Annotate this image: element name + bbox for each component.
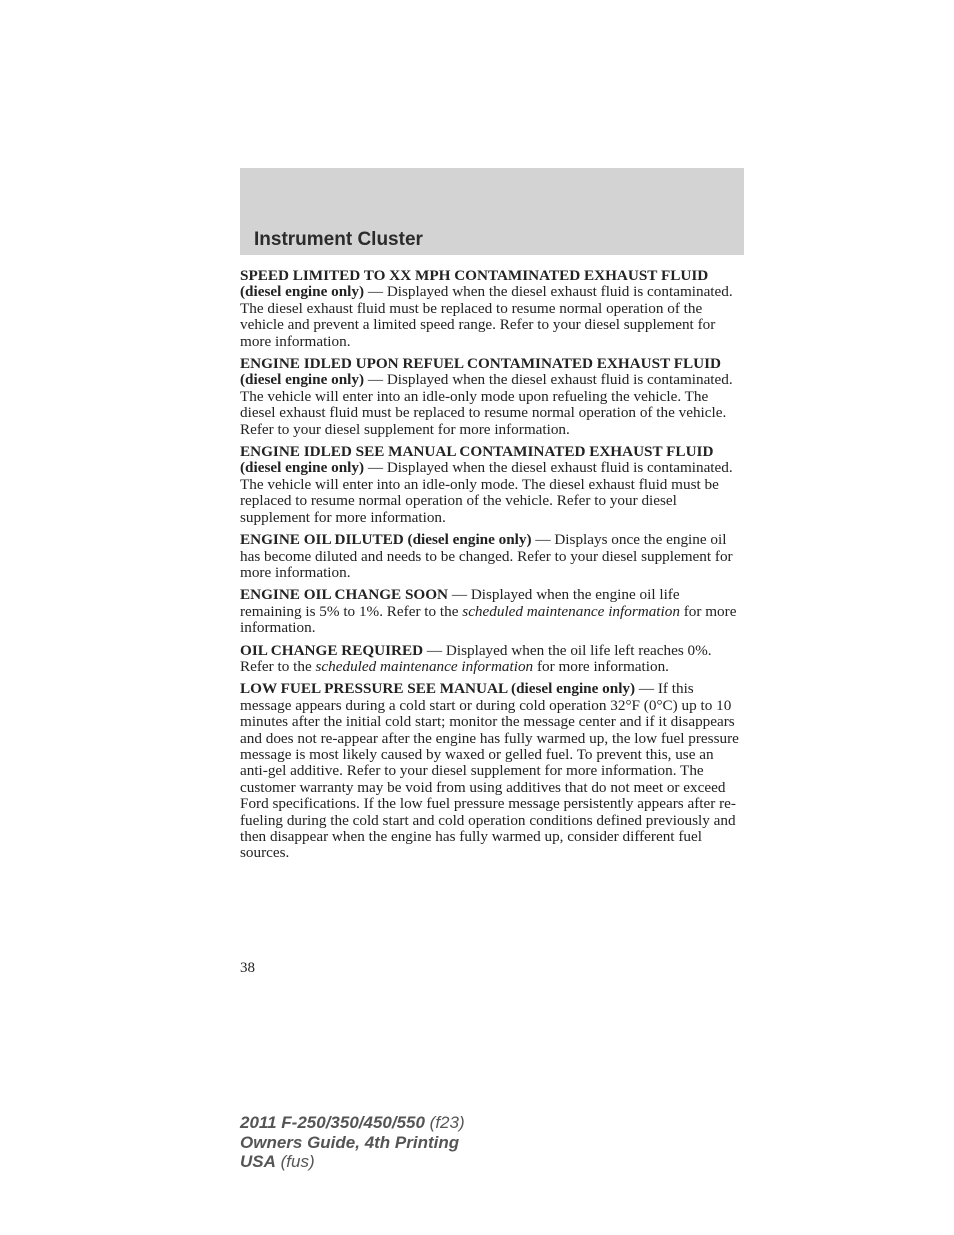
page-number: 38 (240, 960, 255, 976)
footer-info (240, 1113, 465, 1172)
message-entry-oil-change-soon (240, 587, 744, 636)
message-description: — Displayed when the engine oil life remaining is 5% to 1%. Refer to the (240, 586, 680, 620)
message-description: — Displayed when the oil life left reaches 0%. Refer to the (240, 641, 712, 675)
footer-line-guide (240, 1133, 465, 1153)
message-description: — If this message appears during a cold start or during cold operation 32°F (0°C) up to 10 minutes after the initial cold start; monitor the message center and if it disappears and does not re-appear after the engine has fully warmed up, the low fuel pressure message is most likely caused by waxed or gelled fuel. To prevent this, use an anti-gel additive. Refer to your diesel supplement for more information. The customer warranty may be void from using additives that do not meet or exceed Ford specifications. If the low fuel pressure message persistently appears after re-fueling during the cold start and cold operation conditions defined previously and then disappear when the engine has fully warmed up, consider different fuel sources. (240, 680, 739, 862)
message-entry-low-fuel-pressure (240, 681, 744, 861)
message-entry-oil-diluted (240, 532, 744, 581)
message-entry-engine-idled-manual (240, 444, 744, 526)
message-description: — Displayed when the diesel exhaust fluid is contaminated. The vehicle will enter into an idle-only mode. The diesel exhaust fluid must be replaced to resume normal operation of the vehicle. Refer to your diesel supplement for more information. (240, 459, 733, 526)
footer-line-region (240, 1152, 465, 1172)
message-reference: scheduled maintenance information (315, 657, 534, 675)
message-term: OIL CHANGE REQUIRED (240, 641, 424, 659)
message-description: — Displayed when the diesel exhaust fluid is contaminated. The vehicle will enter into an idle-only mode upon refueling the vehicle. The diesel exhaust fluid must be replaced to resume normal operation of the vehicle. Refer to your diesel supplement for more information. (240, 371, 733, 438)
footer-model-code: (f23) (424, 1113, 465, 1132)
message-entry-engine-idled-refuel (240, 356, 744, 438)
footer-line-model (240, 1113, 465, 1133)
footer-region-code: (fus) (275, 1152, 315, 1171)
message-term: ENGINE OIL DILUTED (diesel engine only) (240, 531, 532, 549)
message-description-end: for more information. (240, 602, 737, 637)
message-term: SPEED LIMITED TO XX MPH CONTAMINATED EXHAUST FLUID (diesel engine only) (240, 267, 709, 301)
message-description-end: for more information. (533, 657, 669, 675)
message-description: — Displays once the engine oil has become diluted and needs to be changed. Refer to your diesel supplement for more information. (240, 531, 733, 581)
message-reference: scheduled maintenance information (462, 602, 680, 620)
message-list (240, 268, 744, 868)
section-title: Instrument Cluster (254, 229, 423, 250)
footer-guide: Owners Guide, 4th Printing (240, 1132, 460, 1152)
message-entry-speed-limited (240, 268, 744, 350)
message-term: ENGINE IDLED SEE MANUAL CONTAMINATED EXHAUST FLUID (diesel engine only) (240, 443, 714, 477)
footer-region: USA (240, 1152, 276, 1171)
message-term: ENGINE IDLED UPON REFUEL CONTAMINATED EXHAUST FLUID (diesel engine only) (240, 355, 721, 389)
message-description: — Displayed when the diesel exhaust fluid is contaminated. The diesel exhaust fluid must be replaced to resume normal operation of the vehicle and prevent a limited speed range. Refer to your diesel supplement for more information. (240, 283, 733, 350)
message-term: LOW FUEL PRESSURE SEE MANUAL (diesel engine only) (240, 680, 636, 698)
footer-model: 2011 F-250/350/450/550 (240, 1113, 425, 1132)
message-term: ENGINE OIL CHANGE SOON (240, 586, 449, 604)
message-entry-oil-change-required (240, 643, 744, 676)
section-header-band (240, 168, 744, 255)
